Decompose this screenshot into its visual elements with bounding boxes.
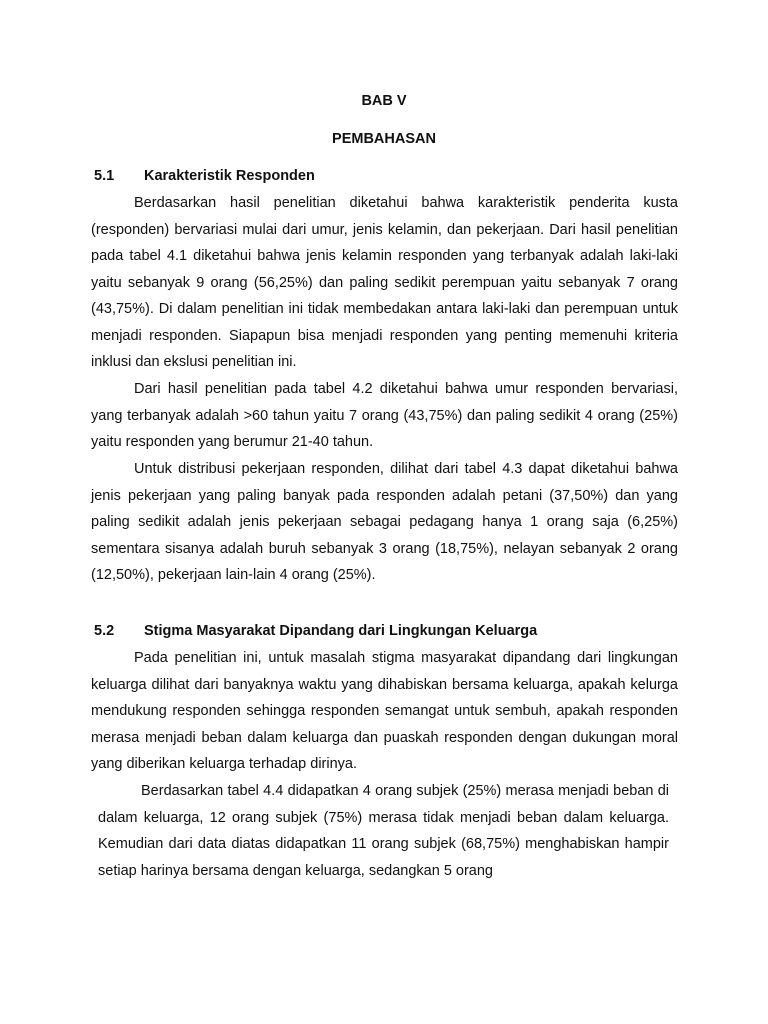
chapter-title: PEMBAHASAN	[332, 131, 436, 147]
section-number: 5.2	[94, 623, 115, 639]
paragraph-5-1-1: Berdasarkan hasil penelitian diketahui bahwa karakteristik penderita kusta (responden) bervariasi mulai dari umur, jenis kelamin, dan pekerjaan. Dari hasil penelitian pada tabel 4.1 diketahui bahwa jenis kelamin responden yang terbanyak adalah laki-laki yaitu sebanyak 9 orang (56,25%) dan paling sedikit perempuan yaitu sebanyak 7 orang (43,75%). Di dalam penelitian ini tidak membedakan antara laki-laki dan perempuan untuk menjadi responden. Siapapun bisa menjadi responden yang penting memenuhi kriteria inklusi dan ekslusi penelitian ini.	[91, 195, 678, 370]
section-title: Karakteristik Responden	[144, 168, 315, 184]
section-heading-5-2	[94, 623, 537, 639]
paragraph-5-1-2: Dari hasil penelitian pada tabel 4.2 diketahui bahwa umur responden bervariasi, yang terbanyak adalah >60 tahun yaitu 7 orang (43,75%) dan paling sedikit 4 orang (25%) yaitu responden yang berumur 21-40 tahun.	[91, 381, 678, 450]
paragraph-5-1-3: Untuk distribusi pekerjaan responden, dilihat dari tabel 4.3 dapat diketahui bahwa jenis pekerjaan yang paling banyak pada responden adalah petani (37,50%) dan yang paling sedikit adalah jenis pekerjaan sebagai pedagang hanya 1 orang saja (6,25%) sementara sisanya adalah buruh sebanyak 3 orang (18,75%), nelayan sebanyak 2 orang (12,50%), pekerjaan lain-lain 4 orang (25%).	[91, 461, 678, 583]
section-heading-5-1	[94, 168, 315, 184]
paragraph-5-2-1: Pada penelitian ini, untuk masalah stigma masyarakat dipandang dari lingkungan keluarga dilihat dari banyaknya waktu yang dihabiskan bersama keluarga, apakah kelurga mendukung responden sehingga responden semangat untuk sembuh, apakah responden merasa menjadi beban dalam keluarga dan puaskah responden dengan dukungan moral yang diberikan keluarga terhadap dirinya.	[91, 650, 678, 772]
section-number: 5.1	[94, 168, 115, 184]
section-title: Stigma Masyarakat Dipandang dari Lingkungan Keluarga	[144, 623, 538, 639]
paragraph-5-2-2: Berdasarkan tabel 4.4 didapatkan 4 orang subjek (25%) merasa menjadi beban di dalam keluarga, 12 orang subjek (75%) merasa tidak menjadi beban dalam keluarga. Kemudian dari data diatas didapatkan 11 orang subjek (68,75%) menghabiskan hampir setiap harinya bersama dengan keluarga, sedangkan 5 orang	[98, 783, 669, 879]
chapter-label: BAB V	[361, 93, 407, 109]
